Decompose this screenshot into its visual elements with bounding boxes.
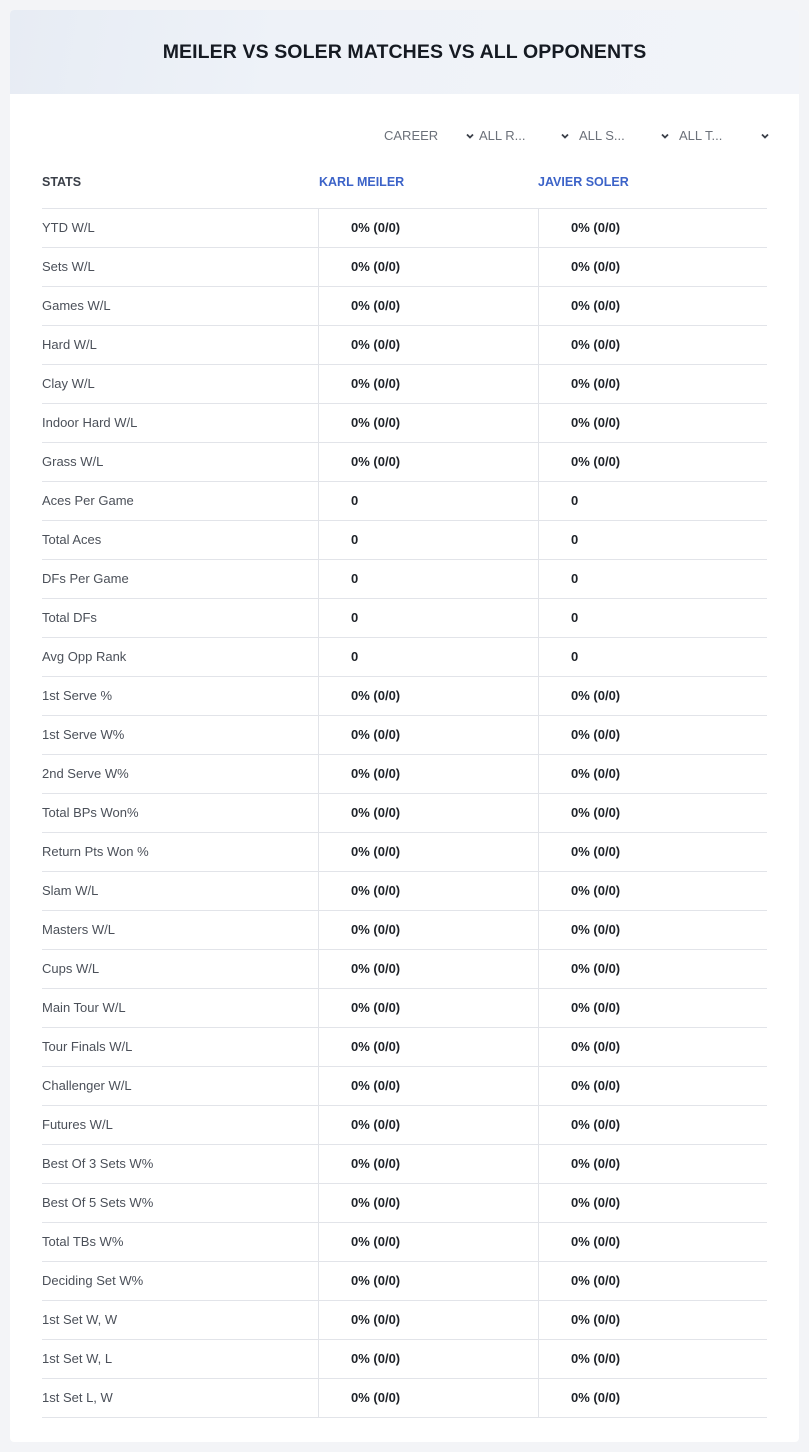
table-row bbox=[42, 1028, 767, 1067]
player2-stat-value: 0% (0/0) bbox=[538, 989, 767, 1027]
player2-stat-value: 0% (0/0) bbox=[538, 872, 767, 910]
player1-stat-value: 0% (0/0) bbox=[318, 911, 538, 949]
stat-label: Total BPs Won% bbox=[42, 805, 139, 820]
stat-label: Games W/L bbox=[42, 298, 111, 313]
round-filter-select[interactable] bbox=[479, 126, 569, 146]
player2-stat-value: 0 bbox=[538, 521, 767, 559]
player2-stat-value: 0% (0/0) bbox=[538, 1301, 767, 1339]
table-row bbox=[42, 755, 767, 794]
player2-stat-value: 0 bbox=[538, 638, 767, 676]
page-title: MEILER VS SOLER MATCHES VS ALL OPPONENTS bbox=[162, 40, 647, 63]
tournament-filter-value: ALL T... bbox=[679, 128, 723, 143]
player1-stat-value: 0 bbox=[318, 560, 538, 598]
stat-label: Avg Opp Rank bbox=[42, 649, 127, 664]
tournament-filter-select[interactable] bbox=[679, 126, 769, 146]
surface-filter-select[interactable] bbox=[579, 126, 669, 146]
stats-table-body bbox=[42, 209, 767, 1418]
table-row bbox=[42, 482, 767, 521]
player1-stat-value: 0% (0/0) bbox=[318, 287, 538, 325]
player1-stat-value: 0% (0/0) bbox=[318, 872, 538, 910]
player1-stat-value: 0 bbox=[318, 521, 538, 559]
player1-stat-value: 0% (0/0) bbox=[318, 404, 538, 442]
stat-label: Best Of 3 Sets W% bbox=[42, 1156, 154, 1171]
stat-label: Total DFs bbox=[42, 610, 97, 625]
player2-stat-value: 0 bbox=[538, 482, 767, 520]
surface-filter-value: ALL S... bbox=[579, 128, 625, 143]
filter-bar bbox=[10, 126, 799, 146]
table-row bbox=[42, 1262, 767, 1301]
stat-label: DFs Per Game bbox=[42, 571, 129, 586]
table-row bbox=[42, 287, 767, 326]
table-row bbox=[42, 677, 767, 716]
period-filter-select[interactable] bbox=[384, 126, 474, 146]
stat-label: Cups W/L bbox=[42, 961, 100, 976]
player2-stat-value: 0 bbox=[538, 560, 767, 598]
table-row bbox=[42, 404, 767, 443]
player1-stat-value: 0% (0/0) bbox=[318, 326, 538, 364]
chevron-down-icon bbox=[761, 132, 769, 140]
stat-label: YTD W/L bbox=[42, 220, 95, 235]
stat-label: Grass W/L bbox=[42, 454, 104, 469]
table-row bbox=[42, 1067, 767, 1106]
player2-stat-value: 0% (0/0) bbox=[538, 1340, 767, 1378]
player1-stat-value: 0% (0/0) bbox=[318, 833, 538, 871]
stat-label: 1st Set L, W bbox=[42, 1390, 113, 1405]
player1-stat-value: 0% (0/0) bbox=[318, 248, 538, 286]
stat-label: Aces Per Game bbox=[42, 493, 134, 508]
table-row bbox=[42, 1223, 767, 1262]
stat-label: Sets W/L bbox=[42, 259, 95, 274]
player2-stat-value: 0% (0/0) bbox=[538, 794, 767, 832]
table-row bbox=[42, 794, 767, 833]
player1-stat-value: 0% (0/0) bbox=[318, 1340, 538, 1378]
player2-stat-value: 0% (0/0) bbox=[538, 950, 767, 988]
period-filter-value: CAREER bbox=[384, 128, 439, 143]
chevron-down-icon bbox=[661, 132, 669, 140]
player2-stat-value: 0% (0/0) bbox=[538, 1028, 767, 1066]
stat-label: Hard W/L bbox=[42, 337, 97, 352]
player1-stat-value: 0% (0/0) bbox=[318, 989, 538, 1027]
stats-card bbox=[10, 10, 799, 1442]
player1-stat-value: 0 bbox=[318, 638, 538, 676]
table-row bbox=[42, 326, 767, 365]
table-row bbox=[42, 1106, 767, 1145]
table-row bbox=[42, 1301, 767, 1340]
player1-stat-value: 0% (0/0) bbox=[318, 1106, 538, 1144]
player2-stat-value: 0% (0/0) bbox=[538, 443, 767, 481]
table-row bbox=[42, 521, 767, 560]
table-row bbox=[42, 989, 767, 1028]
table-row bbox=[42, 560, 767, 599]
table-row bbox=[42, 716, 767, 755]
player1-stat-value: 0% (0/0) bbox=[318, 1028, 538, 1066]
player1-stat-value: 0% (0/0) bbox=[318, 794, 538, 832]
player2-stat-value: 0% (0/0) bbox=[538, 287, 767, 325]
table-row bbox=[42, 365, 767, 404]
table-row bbox=[42, 1184, 767, 1223]
stat-label: Deciding Set W% bbox=[42, 1273, 144, 1288]
player2-stat-value: 0% (0/0) bbox=[538, 677, 767, 715]
table-row bbox=[42, 872, 767, 911]
player1-stat-value: 0% (0/0) bbox=[318, 1184, 538, 1222]
table-row bbox=[42, 950, 767, 989]
table-row bbox=[42, 599, 767, 638]
player2-stat-value: 0% (0/0) bbox=[538, 1184, 767, 1222]
stat-label: Clay W/L bbox=[42, 376, 95, 391]
chevron-down-icon bbox=[466, 132, 474, 140]
table-row bbox=[42, 248, 767, 287]
stat-label: Main Tour W/L bbox=[42, 1000, 126, 1015]
table-row bbox=[42, 1379, 767, 1418]
stat-label: Total Aces bbox=[42, 532, 102, 547]
player1-stat-value: 0 bbox=[318, 482, 538, 520]
table-row bbox=[42, 1145, 767, 1184]
player2-stat-value: 0% (0/0) bbox=[538, 248, 767, 286]
table-row bbox=[42, 1340, 767, 1379]
player1-stat-value: 0% (0/0) bbox=[318, 1301, 538, 1339]
player1-stat-value: 0% (0/0) bbox=[318, 950, 538, 988]
table-row bbox=[42, 911, 767, 950]
stat-label: Challenger W/L bbox=[42, 1078, 132, 1093]
card-header bbox=[10, 10, 799, 94]
player1-stat-value: 0% (0/0) bbox=[318, 1262, 538, 1300]
player1-stat-value: 0% (0/0) bbox=[318, 677, 538, 715]
stat-label: Tour Finals W/L bbox=[42, 1039, 133, 1054]
player2-stat-value: 0% (0/0) bbox=[538, 326, 767, 364]
player1-stat-value: 0% (0/0) bbox=[318, 365, 538, 403]
player2-stat-value: 0% (0/0) bbox=[538, 1262, 767, 1300]
player1-stat-value: 0% (0/0) bbox=[318, 1145, 538, 1183]
table-row bbox=[42, 209, 767, 248]
player2-stat-value: 0 bbox=[538, 599, 767, 637]
player2-stat-value: 0% (0/0) bbox=[538, 833, 767, 871]
player1-stat-value: 0% (0/0) bbox=[318, 209, 538, 247]
stat-label: Best Of 5 Sets W% bbox=[42, 1195, 154, 1210]
player2-stat-value: 0% (0/0) bbox=[538, 1106, 767, 1144]
player1-stat-value: 0% (0/0) bbox=[318, 443, 538, 481]
table-row bbox=[42, 638, 767, 677]
player1-stat-value: 0% (0/0) bbox=[318, 755, 538, 793]
player2-stat-value: 0% (0/0) bbox=[538, 209, 767, 247]
stat-label: Return Pts Won % bbox=[42, 844, 149, 859]
player2-stat-value: 0% (0/0) bbox=[538, 1379, 767, 1417]
player1-stat-value: 0% (0/0) bbox=[318, 1223, 538, 1261]
stat-label: 1st Serve % bbox=[42, 688, 113, 703]
player2-stat-value: 0% (0/0) bbox=[538, 1223, 767, 1261]
table-header bbox=[42, 168, 767, 209]
player2-stat-value: 0% (0/0) bbox=[538, 404, 767, 442]
player1-stat-value: 0 bbox=[318, 599, 538, 637]
player1-link[interactable]: KARL MEILER bbox=[319, 175, 405, 189]
stat-label: 1st Serve W% bbox=[42, 727, 125, 742]
player1-stat-value: 0% (0/0) bbox=[318, 1067, 538, 1105]
stat-label: 1st Set W, L bbox=[42, 1351, 113, 1366]
player2-stat-value: 0% (0/0) bbox=[538, 716, 767, 754]
stat-label: 1st Set W, W bbox=[42, 1312, 118, 1327]
stats-column-header: STATS bbox=[42, 175, 82, 189]
stat-label: Indoor Hard W/L bbox=[42, 415, 138, 430]
player2-stat-value: 0% (0/0) bbox=[538, 1145, 767, 1183]
player2-stat-value: 0% (0/0) bbox=[538, 911, 767, 949]
chevron-down-icon bbox=[561, 132, 569, 140]
stat-label: Futures W/L bbox=[42, 1117, 113, 1132]
player2-stat-value: 0% (0/0) bbox=[538, 1067, 767, 1105]
player1-stat-value: 0% (0/0) bbox=[318, 716, 538, 754]
table-row bbox=[42, 833, 767, 872]
round-filter-value: ALL R... bbox=[479, 128, 526, 143]
stat-label: Total TBs W% bbox=[42, 1234, 124, 1249]
stat-label: 2nd Serve W% bbox=[42, 766, 129, 781]
stat-label: Slam W/L bbox=[42, 883, 99, 898]
player1-stat-value: 0% (0/0) bbox=[318, 1379, 538, 1417]
player2-stat-value: 0% (0/0) bbox=[538, 365, 767, 403]
stat-label: Masters W/L bbox=[42, 922, 115, 937]
player2-stat-value: 0% (0/0) bbox=[538, 755, 767, 793]
table-row bbox=[42, 443, 767, 482]
player2-link[interactable]: JAVIER SOLER bbox=[538, 175, 629, 189]
